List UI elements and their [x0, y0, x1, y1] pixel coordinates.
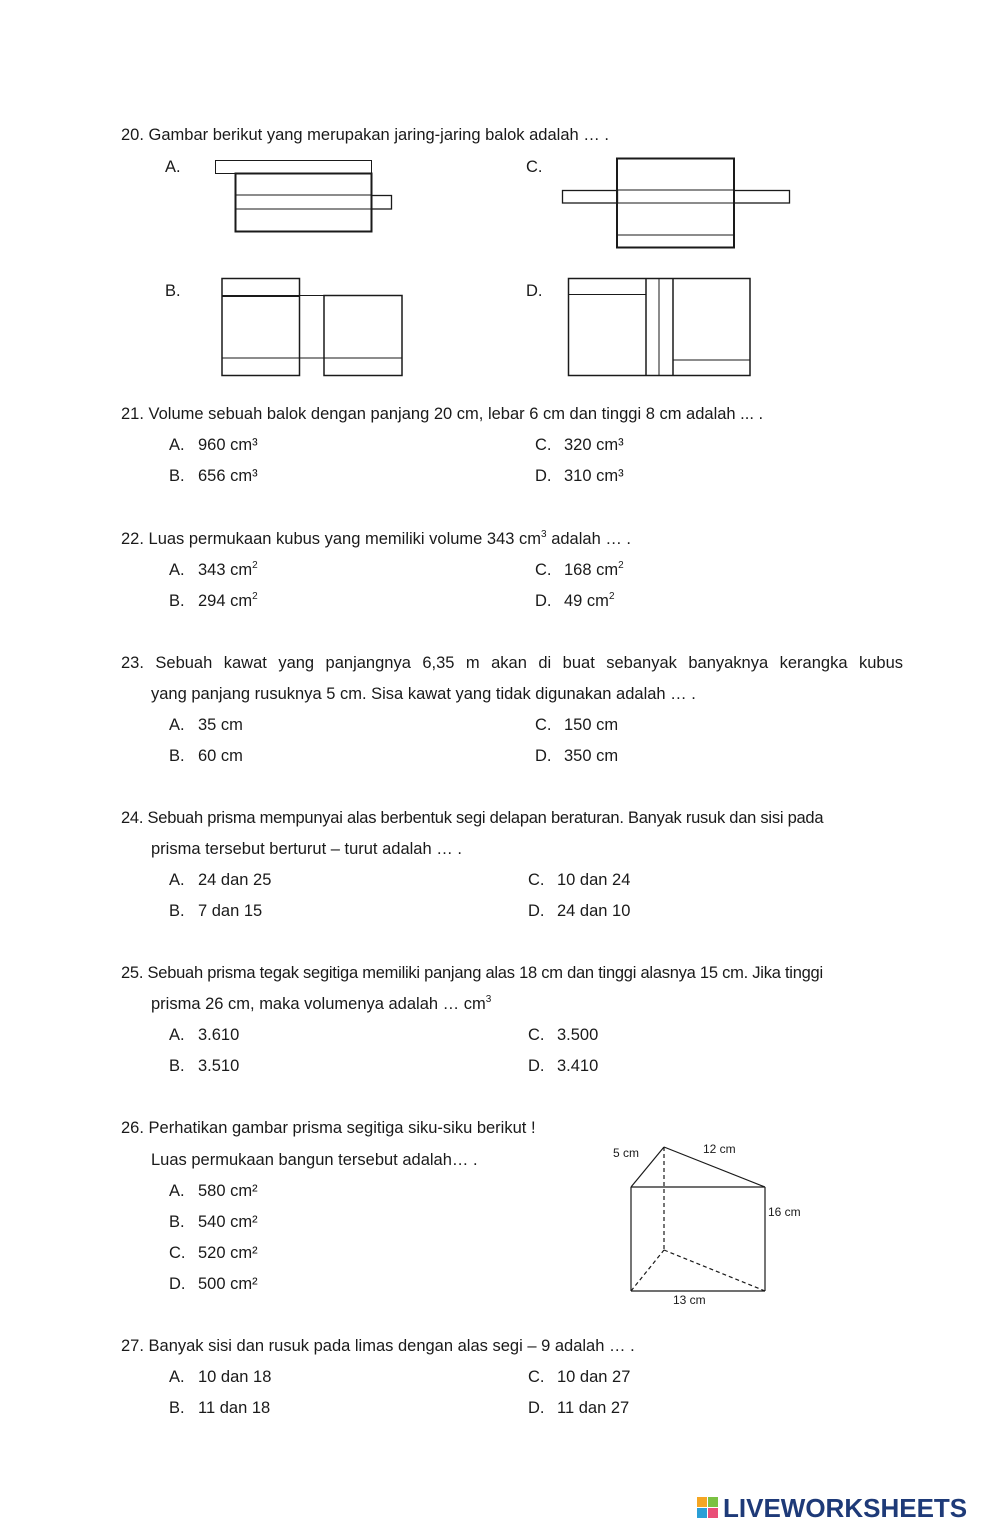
- liveworksheets-logo-text: LIVEWORKSHEETS: [723, 1493, 968, 1523]
- option-value: 3.500: [557, 1026, 599, 1044]
- option-value: 656 cm³: [198, 467, 258, 485]
- option-letter: B.: [169, 1213, 185, 1231]
- option-letter: C.: [535, 716, 552, 734]
- q22-option-b[interactable]: B. 294 $cm^2$: [169, 590, 258, 610]
- option-value: 168 cm: [564, 561, 619, 579]
- option-value: 10 dan 24: [557, 871, 631, 889]
- q20-label-d: D.: [526, 282, 543, 300]
- question-23-line-1: 23. Sebuah kawat yang panjangnya 6,35 m akan di buat sebanyak banyaknya kerangka kubus: [121, 654, 903, 672]
- option-value: 520 cm²: [198, 1244, 258, 1262]
- question-23-line-2: yang panjang rusuknya 5 cm. Sisa kawat yang tidak digunakan adalah … .: [151, 685, 696, 703]
- option-letter: B.: [169, 902, 185, 920]
- option-letter: B.: [169, 592, 185, 610]
- q22-option-d[interactable]: D. 49 $cm^2$: [535, 590, 615, 610]
- option-letter: B.: [169, 1057, 185, 1075]
- question-25-line-1: 25. Sebuah prisma tegak segitiga memiliki panjang alas 18 cm dan tinggi alasnya 15 cm. Jika tinggi: [121, 964, 823, 982]
- q20-label-b: B.: [165, 282, 181, 300]
- question-25-line-2: prisma 26 cm, maka volumenya adalah … $cm^3$: [151, 993, 492, 1013]
- option-value: 3.410: [557, 1057, 599, 1075]
- option-letter: A.: [169, 871, 185, 889]
- q22-option-c[interactable]: C. 168 $cm^2$: [535, 559, 624, 579]
- option-letter: D.: [528, 1057, 545, 1075]
- option-value: 150 cm: [564, 716, 619, 734]
- option-value: 35 cm: [198, 716, 243, 734]
- option-letter: B.: [169, 747, 185, 765]
- option-value: 500 cm²: [198, 1275, 258, 1293]
- option-letter: C.: [528, 1368, 545, 1386]
- q20-label-c: C.: [526, 158, 543, 176]
- option-letter: A.: [169, 1368, 185, 1386]
- question-24-line-2: prisma tersebut berturut – turut adalah … .: [151, 840, 462, 858]
- option-letter: D.: [528, 1399, 545, 1417]
- option-letter: C.: [169, 1244, 186, 1262]
- option-value: 294 cm: [198, 592, 253, 610]
- liveworksheets-logo[interactable]: [697, 1493, 997, 1523]
- liveworksheets-logo-icon: [697, 1497, 719, 1519]
- question-20-text: 20. Gambar berikut yang merupakan jaring-jaring balok adalah … .: [121, 126, 609, 144]
- option-value: 3.610: [198, 1026, 240, 1044]
- option-value: 343 cm: [198, 561, 253, 579]
- question-27-text: 27. Banyak sisi dan rusuk pada limas dengan alas segi – 9 adalah … .: [121, 1337, 635, 1355]
- option-value: 24 dan 10: [557, 902, 631, 920]
- option-letter: C.: [528, 871, 545, 889]
- prism-label-5cm: 5 cm: [613, 1146, 640, 1160]
- question-24-line-1: 24. Sebuah prisma mempunyai alas berbentuk segi delapan beraturan. Banyak rusuk dan sisi pada: [121, 809, 824, 827]
- q27-option-d[interactable]: [528, 1398, 629, 1418]
- option-value: 580 cm²: [198, 1182, 258, 1200]
- q22-option-a[interactable]: A. 343 $cm^2$: [169, 559, 258, 579]
- option-letter: C.: [535, 436, 552, 454]
- option-letter: D.: [528, 902, 545, 920]
- option-letter: B.: [169, 1399, 185, 1417]
- option-letter: D.: [535, 747, 552, 765]
- q27-option-b[interactable]: [169, 1398, 270, 1418]
- option-value: 320 cm³: [564, 436, 624, 454]
- option-value: 3.510: [198, 1057, 240, 1075]
- option-value: 960 cm³: [198, 436, 258, 454]
- prism-label-16cm: 16 cm: [768, 1205, 801, 1219]
- option-letter: A.: [169, 716, 185, 734]
- prism-label-13cm: 13 cm: [673, 1293, 706, 1307]
- option-value: 49 cm: [564, 592, 609, 610]
- option-value: 540 cm²: [198, 1213, 258, 1231]
- option-letter: C.: [535, 561, 552, 579]
- question-26-line-1: 26. Perhatikan gambar prisma segitiga siku-siku berikut !: [121, 1119, 536, 1137]
- q27-option-c[interactable]: [528, 1367, 630, 1387]
- option-letter: B.: [169, 467, 185, 485]
- option-value: 11 dan 27: [557, 1399, 630, 1417]
- option-letter: A.: [169, 561, 185, 579]
- option-letter: A.: [169, 1026, 185, 1044]
- option-value: 7 dan 15: [198, 902, 263, 920]
- option-value: 24 dan 25: [198, 871, 272, 889]
- option-value: 11 dan 18: [198, 1399, 271, 1417]
- option-value: 60 cm: [198, 747, 243, 765]
- q27-option-a[interactable]: [169, 1367, 271, 1387]
- q20-label-a: A.: [165, 158, 181, 176]
- prism-label-12cm: 12 cm: [703, 1142, 736, 1156]
- option-value: 10 dan 18: [198, 1368, 272, 1386]
- option-letter: D.: [535, 467, 552, 485]
- option-letter: D.: [535, 592, 552, 610]
- option-letter: A.: [169, 436, 185, 454]
- question-21-text: 21. Volume sebuah balok dengan panjang 20 cm, lebar 6 cm dan tinggi 8 cm adalah ... .: [121, 405, 764, 423]
- option-letter: D.: [169, 1275, 186, 1293]
- option-value: 10 dan 27: [557, 1368, 631, 1386]
- option-letter: A.: [169, 1182, 185, 1200]
- option-value: 350 cm: [564, 747, 619, 765]
- option-letter: C.: [528, 1026, 545, 1044]
- option-value: 310 cm³: [564, 467, 624, 485]
- question-22-text: 22. Luas permukaan kubus yang memiliki volume 343 $cm^3$ adalah … .: [121, 528, 631, 548]
- question-26-line-2: Luas permukaan bangun tersebut adalah… .: [151, 1151, 478, 1169]
